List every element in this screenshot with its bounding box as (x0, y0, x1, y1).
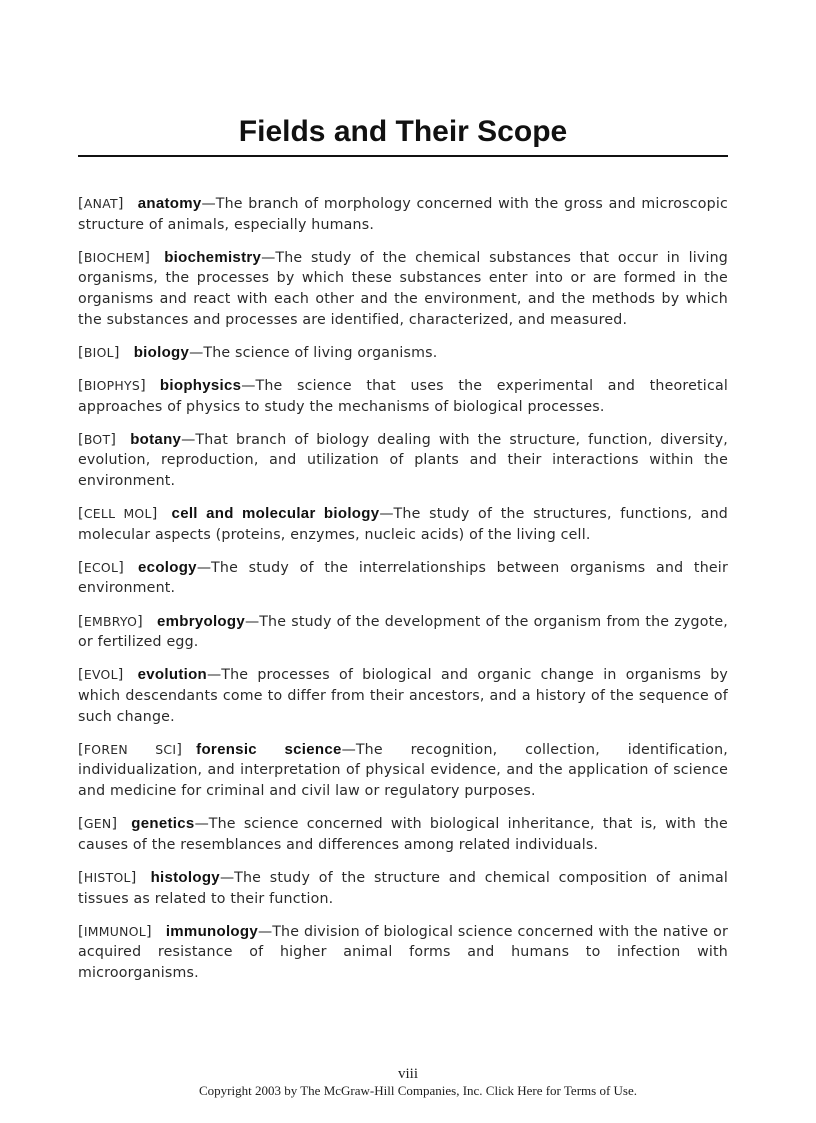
entry-definition: That branch of biology dealing with the structure, function, diversity, evolution, reproduction, and utilization of plants and their interactions within the environment. (78, 431, 728, 489)
entry-definition: The processes of biological and organic change in organisms by which descendants come to differ from their ancestors, and a history of the sequence of such change. (78, 667, 728, 725)
entry-definition: The study of the structures, functions, and molecular aspects (proteins, enzymes, nucleic acids) of the living cell. (78, 506, 728, 543)
entry-embryology: [EMBRYO] embryology—The study of the development of the organism from the zygote, or fertilized egg. (78, 612, 728, 651)
entry-abbreviation: [BIOCHEM] (78, 249, 151, 266)
entry-abbreviation: [BIOPHYS] (78, 377, 146, 394)
entry-list (78, 194, 728, 996)
entry-term: biophysics (159, 376, 242, 394)
entry-biology: [BIOL] biology—The science of living organisms. (78, 343, 438, 361)
entry-abbreviation: [EMBRYO] (78, 613, 143, 630)
entry-abbreviation: [FOREN SCI] (78, 741, 183, 758)
entry-term: genetics (131, 815, 195, 833)
entry-immunology: [IMMUNOL] immunology—The division of biological science concerned with the native or acquired resistance of higher animal forms and humans to infection with microorganisms. (78, 922, 728, 981)
entry-term: ecology (138, 558, 197, 576)
entry-definition: The study of the development of the organism from the zygote, or fertilized egg. (78, 613, 728, 651)
entry-definition: The recognition, collection, identification, individualization, and interpretation of physical evidence, and the application of science and medicine for criminal and civil law or regulatory purposes. (78, 741, 728, 799)
entry-definition: The study of the chemical substances that occur in living organisms, the processes by which these substances enter into or are formed in the organisms and react with each other and the environment, and the methods by which the substances and processes are identified, characterized, and measured. (78, 249, 728, 328)
entry-abbreviation: [BOT] (78, 431, 117, 448)
page-number: viii (397, 1066, 418, 1082)
entry-term: embryology (156, 612, 245, 630)
entry-genetics: [GEN] genetics—The science concerned with biological inheritance, that is, with the causes of the resemblances and differences among related individuals. (78, 815, 728, 853)
entry-term: immunology (165, 922, 258, 940)
entry-term: cell and molecular biology (171, 505, 380, 523)
entry-abbreviation: [IMMUNOL] (78, 923, 152, 940)
entry-cell-molecular-biology: [CELL MOL] cell and molecular biology—The study of the structures, functions, and molecular aspects (proteins, enzymes, nucleic acids) of the living cell. (78, 505, 728, 543)
copyright-notice[interactable]: Copyright 2003 by The McGraw-Hill Companies, Inc. Click Here for Terms of Use. (199, 1083, 637, 1098)
entry-abbreviation: [HISTOL] (78, 869, 137, 886)
entry-abbreviation: [ECOL] (78, 559, 125, 576)
entry-abbreviation: [BIOL] (78, 344, 120, 361)
entry-abbreviation: [ANAT] (78, 196, 124, 212)
entry-evolution: [EVOL] evolution—The processes of biological and organic change in organisms by which descendants come to differ from their ancestors, and a history of the sequence of such change. (78, 666, 728, 725)
entry-forensic-science: [FOREN SCI] forensic science—The recognition, collection, identification, individualization, and interpretation of physical evidence, and the application of science and medicine for criminal and civil law or regulatory purposes. (78, 740, 728, 799)
entry-biophysics: [BIOPHYS] biophysics—The science that uses the experimental and theoretical approaches of physics to study the mechanisms of biological processes. (78, 376, 728, 415)
entry-definition: The study of the interrelationships between organisms and their environment. (78, 559, 728, 597)
entry-ecology: [ECOL] ecology—The study of the interrelationships between organisms and their environment. (78, 558, 728, 597)
title-underline (78, 155, 728, 157)
entry-term: histology (150, 868, 220, 886)
entry-abbreviation: [EVOL] (78, 667, 124, 684)
entry-definition: The science of living organisms. (203, 344, 438, 361)
entry-abbreviation: [CELL MOL] (78, 506, 158, 523)
entry-biochemistry: [BIOCHEM] biochemistry—The study of the chemical substances that occur in living organisms, the processes by which these substances enter into or are formed in the organisms and react with each other and the environment, and the methods by which the substances and processes are identified, characterized, and measured. (78, 248, 728, 328)
entry-definition: The science that uses the experimental and theoretical approaches of physics to study the mechanisms of biological processes. (78, 377, 728, 415)
entry-botany: [BOT] botany—That branch of biology dealing with the structure, function, diversity, evolution, reproduction, and utilization of plants and their interactions within the environment. (78, 430, 728, 489)
entry-term: forensic science (196, 740, 342, 758)
entry-anatomy: [ANAT] anatomy—The branch of morphology concerned with the gross and microscopic structure of animals, especially humans. (78, 195, 728, 233)
entry-definition: The branch of morphology concerned with the gross and microscopic structure of animals, especially humans. (78, 196, 728, 233)
page-title: Fields and Their Scope (238, 115, 568, 148)
entry-definition: The division of biological science concerned with the native or acquired resistance of higher animal forms and humans to infection with microorganisms. (78, 923, 728, 981)
entry-definition: The science concerned with biological inheritance, that is, with the causes of the resemblances and differences among related individuals. (78, 816, 728, 853)
entry-term: botany (130, 430, 182, 448)
entry-abbreviation: [GEN] (78, 816, 118, 833)
entry-term: biology (133, 343, 190, 361)
entry-term: anatomy (137, 195, 202, 212)
entry-histology: [HISTOL] histology—The study of the structure and chemical composition of animal tissues as related to their function. (78, 868, 728, 907)
entry-term: biochemistry (164, 248, 262, 266)
entry-definition: The study of the structure and chemical composition of animal tissues as related to their function. (78, 869, 728, 907)
entry-term: evolution (137, 666, 208, 684)
